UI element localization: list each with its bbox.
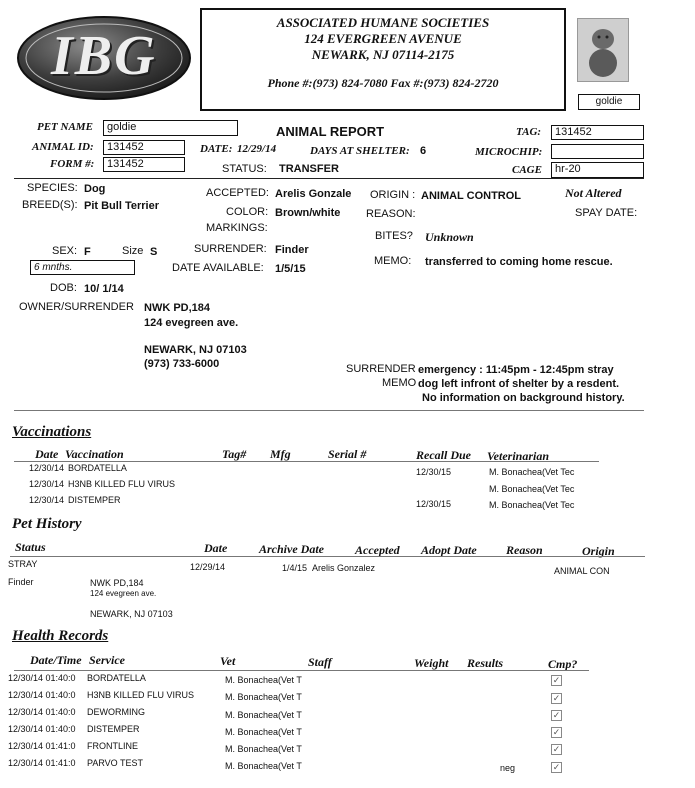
health-row-1-complete-checkbox[interactable]: ✓ — [552, 675, 561, 685]
vacc-row-1-name: BORDATELLA — [68, 463, 127, 473]
hist-header-date: Date — [204, 541, 228, 555]
owner-line-2: 124 evegreen ave. — [144, 317, 239, 329]
hist-archive: 1/4/15 — [282, 563, 308, 573]
bites-value: Unknown — [425, 230, 474, 244]
pet-name-field: goldie — [103, 120, 238, 136]
finder-line-1: NWK PD,184 — [90, 578, 144, 588]
health-row-6-result: neg — [500, 763, 516, 773]
species-label: SPECIES: — [27, 182, 78, 194]
finder-line-3: NEWARK, NJ 07103 — [90, 609, 173, 619]
bites-label: BITES? — [375, 230, 413, 242]
memo-label: MEMO: — [374, 255, 412, 267]
status-value: TRANSFER — [279, 163, 339, 175]
vacc-row-2-name: H3NB KILLED FLU VIRUS — [68, 479, 176, 489]
breed-value: Pit Bull Terrier — [84, 200, 159, 212]
org-street: 124 EVERGREEN AVENUE — [304, 31, 462, 46]
tag-field: 131452 — [551, 125, 644, 140]
health-header-service: Service — [89, 653, 125, 667]
health-row-5-vet: M. Bonachea(Vet T — [225, 744, 302, 754]
health-row-3-complete-checkbox[interactable]: ✓ — [552, 710, 561, 720]
size-label: Size — [122, 245, 144, 257]
date-available-value: 1/5/15 — [275, 263, 306, 275]
health-row-1-vet: M. Bonachea(Vet T — [225, 675, 302, 685]
health-records-title: Health Records — [12, 628, 109, 644]
form-label: FORM #: — [50, 158, 95, 170]
hist-accepted: Arelis Gonzalez — [312, 563, 376, 573]
letterhead-box — [200, 8, 566, 111]
pet-history-title: Pet History — [12, 516, 82, 532]
owner-label: OWNER/SURRENDER — [19, 301, 134, 313]
health-row-4-complete-checkbox[interactable]: ✓ — [552, 727, 561, 737]
health-row-2-complete-checkbox[interactable]: ✓ — [552, 693, 561, 703]
vacc-row-3-recall: 12/30/15 — [416, 499, 452, 509]
accepted-value: Arelis Gonzale — [275, 188, 352, 200]
health-row-3-vet: M. Bonachea(Vet T — [225, 710, 302, 720]
surrender-value: Finder — [275, 244, 309, 256]
hist-header-reason: Reason — [506, 543, 543, 557]
health-row-2-service: H3NB KILLED FLU VIRUS — [87, 690, 195, 700]
health-row-5-service: FRONTLINE — [87, 741, 139, 751]
health-row-2-datetime: 12/30/14 01:40:0 — [8, 690, 76, 700]
altered-value: Not Altered — [565, 186, 622, 200]
color-value: Brown/white — [275, 207, 341, 219]
ibg-logo — [15, 14, 193, 102]
health-header-cmp: Cmp? — [548, 657, 578, 671]
health-header-results: Results — [467, 656, 504, 670]
health-row-6-datetime: 12/30/14 01:41:0 — [8, 758, 76, 768]
surrender-memo-line-3: No information on background history. — [422, 392, 625, 404]
owner-line-1: NWK PD,184 — [144, 302, 211, 314]
tag-label: TAG: — [516, 126, 542, 138]
species-value: Dog — [84, 183, 106, 195]
dob-label: DOB: — [50, 282, 77, 294]
surrender-memo-label-1: SURRENDER — [346, 363, 416, 375]
days-value: 6 — [420, 145, 427, 157]
finder-label: Finder — [8, 577, 34, 587]
hist-header-archive: Archive Date — [259, 542, 324, 556]
vacc-header-recall: Recall Due — [416, 448, 471, 462]
vacc-row-2-date: 12/30/14 — [29, 479, 65, 489]
cage-label: CAGE — [512, 164, 542, 176]
sex-label: SEX: — [52, 245, 78, 257]
health-row-4-vet: M. Bonachea(Vet T — [225, 727, 302, 737]
owner-phone: (973) 733-6000 — [144, 358, 220, 370]
date-value: 12/29/14 — [237, 143, 277, 155]
vacc-row-1-recall: 12/30/15 — [416, 467, 452, 477]
logo-text: IBG — [51, 25, 157, 87]
health-row-6-complete-checkbox[interactable]: ✓ — [552, 762, 561, 772]
microchip-label: MICROCHIP: — [475, 146, 543, 158]
age-field: 6 mnths. — [30, 260, 135, 275]
vacc-header-vet: Veterinarian — [487, 449, 550, 463]
memo-value: transferred to coming home rescue. — [425, 256, 613, 268]
days-label: DAYS AT SHELTER: — [310, 145, 410, 157]
health-row-3-service: DEWORMING — [87, 707, 145, 717]
vacc-header-mfg: Mfg — [270, 447, 291, 461]
form-field: 131452 — [103, 157, 185, 172]
accepted-label: ACCEPTED: — [206, 187, 269, 199]
health-row-6-vet: M. Bonachea(Vet T — [225, 761, 302, 771]
photo-caption: goldie — [578, 94, 640, 110]
vacc-row-2-vet: M. Bonachea(Vet Tec — [489, 484, 575, 494]
color-label: COLOR: — [226, 206, 269, 218]
health-row-1-datetime: 12/30/14 01:40:0 — [8, 673, 76, 683]
pet-name-label: PET NAME — [37, 121, 93, 133]
vacc-row-3-vet: M. Bonachea(Vet Tec — [489, 500, 575, 510]
pet-photo — [577, 18, 629, 82]
surrender-memo-line-2: dog left infront of shelter by a resdent. — [418, 378, 620, 390]
health-row-5-datetime: 12/30/14 01:41:0 — [8, 741, 76, 751]
health-row-2-vet: M. Bonachea(Vet T — [225, 692, 302, 702]
finder-line-2: 124 evegreen ave. — [90, 589, 157, 598]
vacc-header-vaccination: Vaccination — [65, 447, 124, 461]
health-row-3-datetime: 12/30/14 01:40:0 — [8, 707, 76, 717]
markings-label: MARKINGS: — [206, 222, 268, 234]
health-row-4-service: DISTEMPER — [87, 724, 140, 734]
report-title: ANIMAL REPORT — [276, 124, 385, 139]
status-label: STATUS: — [222, 163, 267, 175]
health-header-weight: Weight — [414, 656, 449, 670]
breed-label: BREED(S): — [22, 199, 78, 211]
hist-date: 12/29/14 — [190, 562, 226, 572]
sex-value: F — [84, 246, 91, 258]
health-header-vet: Vet — [220, 654, 236, 668]
animal-id-field: 131452 — [103, 140, 185, 155]
hist-header-adopt: Adopt Date — [421, 543, 477, 557]
hist-header-status: Status — [15, 540, 46, 554]
vacc-row-3-name: DISTEMPER — [68, 495, 121, 505]
cage-field: hr-20 — [551, 162, 644, 178]
org-city: NEWARK, NJ 07114-2175 — [311, 47, 455, 62]
hist-header-accepted: Accepted — [355, 543, 400, 557]
org-contact: Phone #:(973) 824-7080 Fax #:(973) 824-2720 — [267, 76, 499, 90]
surrender-memo-line-1: emergency : 11:45pm - 12:45pm stray — [418, 364, 614, 376]
surrender-memo-label-2: MEMO — [382, 377, 417, 389]
health-row-4-datetime: 12/30/14 01:40:0 — [8, 724, 76, 734]
hist-status: STRAY — [8, 559, 38, 569]
size-value: S — [150, 246, 158, 258]
date-label: DATE: — [200, 143, 233, 155]
origin-label: ORIGIN : — [370, 189, 416, 201]
hist-origin: ANIMAL CON — [554, 566, 610, 576]
spay-date-label: SPAY DATE: — [575, 207, 638, 219]
vacc-header-tag: Tag# — [222, 447, 247, 461]
animal-id-label: ANIMAL ID: — [32, 141, 94, 153]
vaccinations-title: Vaccinations — [12, 424, 92, 440]
date-available-label: DATE AVAILABLE: — [172, 262, 264, 274]
reason-label: REASON: — [366, 208, 416, 220]
owner-line-3: NEWARK, NJ 07103 — [144, 344, 247, 356]
vacc-row-3-date: 12/30/14 — [29, 495, 65, 505]
microchip-field — [551, 144, 644, 159]
health-row-1-service: BORDATELLA — [87, 673, 146, 683]
health-row-6-service: PARVO TEST — [87, 758, 144, 768]
health-header-datetime: Date/Time — [30, 653, 82, 667]
vacc-header-serial: Serial # — [328, 447, 367, 461]
dob-value: 10/ 1/14 — [84, 283, 124, 295]
vacc-row-1-vet: M. Bonachea(Vet Tec — [489, 467, 575, 477]
hist-header-origin: Origin — [582, 544, 615, 558]
vacc-header-date: Date — [35, 447, 59, 461]
vacc-row-1-date: 12/30/14 — [29, 463, 65, 473]
surrender-label: SURRENDER: — [194, 243, 267, 255]
health-row-5-complete-checkbox[interactable]: ✓ — [552, 744, 561, 754]
org-name: ASSOCIATED HUMANE SOCIETIES — [276, 15, 490, 30]
origin-value: ANIMAL CONTROL — [421, 190, 522, 202]
health-header-staff: Staff — [308, 655, 332, 669]
